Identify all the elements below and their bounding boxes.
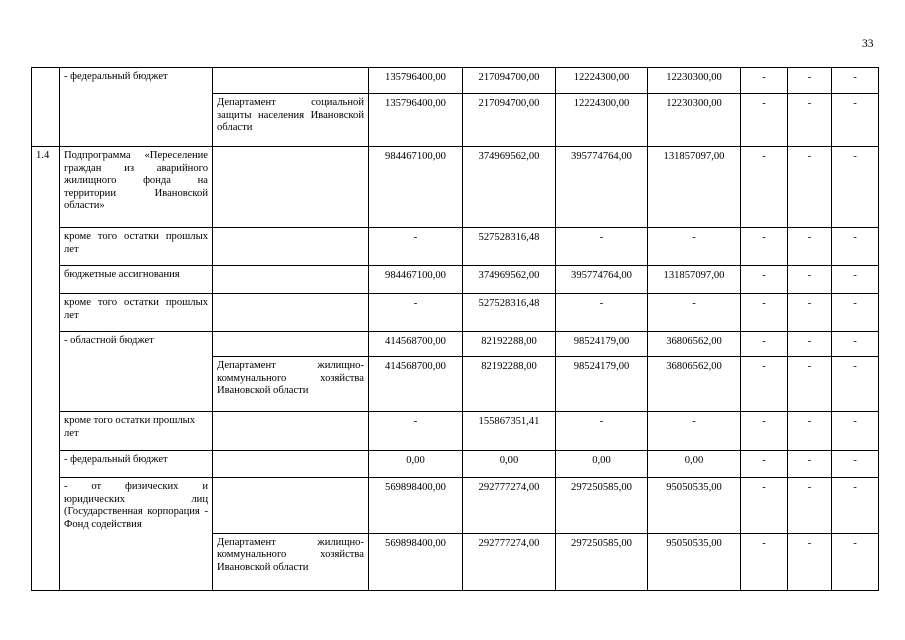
value-cell: - (648, 228, 741, 266)
value-cell: - (788, 68, 832, 94)
table-row (32, 357, 879, 412)
executor (213, 147, 369, 228)
value-cell: - (788, 266, 832, 294)
row-number (32, 451, 60, 478)
value-cell: - (369, 228, 463, 266)
row-number (32, 478, 60, 534)
value-cell: - (369, 412, 463, 451)
value-cell: - (788, 451, 832, 478)
value-cell: - (741, 332, 788, 357)
value-cell: 374969562,00 (463, 266, 556, 294)
value-cell: - (788, 294, 832, 332)
value-cell: - (832, 412, 879, 451)
executor: Департамент социальной защиты населения Ивановской области (213, 94, 369, 147)
value-cell: - (741, 294, 788, 332)
value-cell: - (788, 147, 832, 228)
value-cell: - (788, 94, 832, 147)
value-cell: 98524179,00 (556, 357, 648, 412)
value-cell: - (741, 266, 788, 294)
value-cell: - (741, 451, 788, 478)
value-cell: - (741, 412, 788, 451)
executor (213, 478, 369, 534)
value-cell: 217094700,00 (463, 68, 556, 94)
executor (213, 228, 369, 266)
value-cell: 297250585,00 (556, 478, 648, 534)
executor (213, 266, 369, 294)
value-cell: 292777274,00 (463, 478, 556, 534)
table-body (32, 68, 879, 591)
value-cell: - (741, 94, 788, 147)
value-cell: 527528316,48 (463, 294, 556, 332)
value-cell: 984467100,00 (369, 266, 463, 294)
table-row (32, 266, 879, 294)
executor: Департамент жилищно-коммунального хозяйства Ивановской области (213, 533, 369, 590)
executor (213, 332, 369, 357)
row-number (32, 94, 60, 147)
value-cell: 95050535,00 (648, 478, 741, 534)
value-cell: - (832, 228, 879, 266)
value-cell: 12224300,00 (556, 94, 648, 147)
value-cell: 131857097,00 (648, 266, 741, 294)
funding-source: - федеральный бюджет (60, 68, 213, 94)
table-row (32, 533, 879, 590)
value-cell: - (788, 228, 832, 266)
table-row (32, 332, 879, 357)
executor (213, 412, 369, 451)
row-number (32, 357, 60, 412)
row-number: 1.4 (32, 147, 60, 228)
value-cell: 395774764,00 (556, 147, 648, 228)
funding-source (60, 357, 213, 412)
value-cell: 984467100,00 (369, 147, 463, 228)
value-cell: - (788, 412, 832, 451)
value-cell: - (648, 294, 741, 332)
value-cell: - (741, 533, 788, 590)
value-cell: - (832, 294, 879, 332)
executor (213, 451, 369, 478)
value-cell: - (832, 357, 879, 412)
funding-source: кроме того остатки прошлых лет (60, 412, 213, 451)
table-row (32, 228, 879, 266)
table-row (32, 478, 879, 534)
table-row (32, 294, 879, 332)
funding-source: - от физических и юридических лиц (Государственная корпорация - Фонд содействия (60, 478, 213, 534)
value-cell: 0,00 (369, 451, 463, 478)
value-cell: - (741, 68, 788, 94)
budget-table (31, 67, 879, 591)
value-cell: - (832, 94, 879, 147)
value-cell: 98524179,00 (556, 332, 648, 357)
row-number (32, 294, 60, 332)
value-cell: 135796400,00 (369, 94, 463, 147)
value-cell: - (741, 147, 788, 228)
value-cell: - (741, 478, 788, 534)
value-cell: 155867351,41 (463, 412, 556, 451)
value-cell: 135796400,00 (369, 68, 463, 94)
value-cell: - (832, 451, 879, 478)
table-row (32, 451, 879, 478)
executor: Департамент жилищно-коммунального хозяйства Ивановской области (213, 357, 369, 412)
value-cell: 12230300,00 (648, 68, 741, 94)
value-cell: - (788, 357, 832, 412)
value-cell: - (556, 412, 648, 451)
value-cell: - (832, 68, 879, 94)
value-cell: 0,00 (556, 451, 648, 478)
row-number (32, 533, 60, 590)
value-cell: 374969562,00 (463, 147, 556, 228)
funding-source (60, 94, 213, 147)
funding-source: - федеральный бюджет (60, 451, 213, 478)
table-row (32, 94, 879, 147)
funding-source: кроме того остатки прошлых лет (60, 294, 213, 332)
executor (213, 294, 369, 332)
value-cell: - (832, 332, 879, 357)
value-cell: 569898400,00 (369, 533, 463, 590)
value-cell: - (832, 147, 879, 228)
value-cell: - (741, 228, 788, 266)
value-cell: - (556, 228, 648, 266)
funding-source: Подпрограмма «Переселение граждан из аварийного жилищного фонда на территории Ивановской области» (60, 147, 213, 228)
value-cell: - (832, 533, 879, 590)
table-row (32, 412, 879, 451)
row-number (32, 68, 60, 94)
value-cell: - (556, 294, 648, 332)
table-row (32, 68, 879, 94)
funding-source (60, 533, 213, 590)
row-number (32, 332, 60, 357)
value-cell: 414568700,00 (369, 357, 463, 412)
value-cell: 36806562,00 (648, 332, 741, 357)
value-cell: 82192288,00 (463, 357, 556, 412)
value-cell: 569898400,00 (369, 478, 463, 534)
executor (213, 68, 369, 94)
value-cell: 95050535,00 (648, 533, 741, 590)
value-cell: 395774764,00 (556, 266, 648, 294)
value-cell: - (369, 294, 463, 332)
value-cell: - (741, 357, 788, 412)
value-cell: 414568700,00 (369, 332, 463, 357)
funding-source: - областной бюджет (60, 332, 213, 357)
value-cell: 12230300,00 (648, 94, 741, 147)
value-cell: - (648, 412, 741, 451)
value-cell: 36806562,00 (648, 357, 741, 412)
value-cell: 0,00 (648, 451, 741, 478)
value-cell: - (832, 478, 879, 534)
value-cell: 12224300,00 (556, 68, 648, 94)
value-cell: - (788, 533, 832, 590)
value-cell: 131857097,00 (648, 147, 741, 228)
table-row (32, 147, 879, 228)
funding-source: кроме того остатки прошлых лет (60, 228, 213, 266)
row-number (32, 266, 60, 294)
value-cell: 297250585,00 (556, 533, 648, 590)
row-number (32, 412, 60, 451)
value-cell: 527528316,48 (463, 228, 556, 266)
value-cell: - (832, 266, 879, 294)
value-cell: 217094700,00 (463, 94, 556, 147)
value-cell: 0,00 (463, 451, 556, 478)
value-cell: - (788, 478, 832, 534)
page-number: 33 (862, 38, 874, 50)
value-cell: - (788, 332, 832, 357)
funding-source: бюджетные ассигнования (60, 266, 213, 294)
row-number (32, 228, 60, 266)
value-cell: 292777274,00 (463, 533, 556, 590)
value-cell: 82192288,00 (463, 332, 556, 357)
